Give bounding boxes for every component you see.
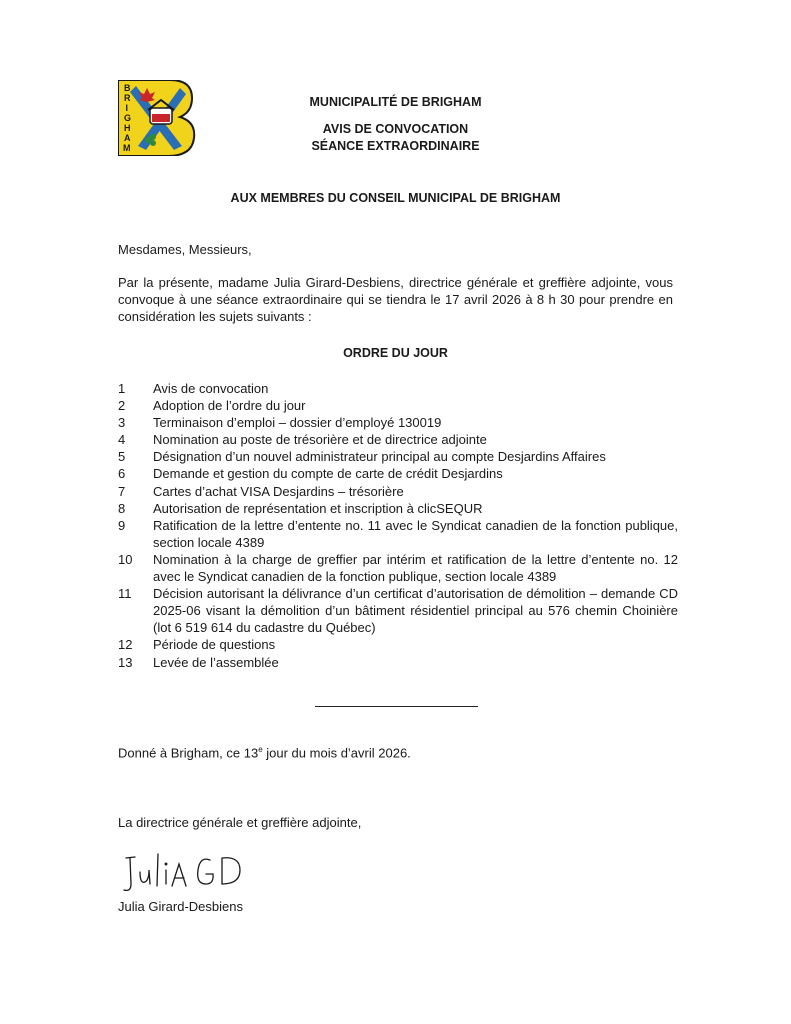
given-suffix: jour du mois d’avril 2026.	[262, 745, 411, 761]
agenda-item-text: Autorisation de représentation et inscription à clicSEQUR	[153, 500, 483, 516]
agenda-item-text: Période de questions	[153, 637, 276, 653]
agenda-item	[118, 414, 678, 431]
agenda-item-number: 5	[118, 449, 126, 465]
agenda-item	[118, 380, 678, 397]
svg-text:I: I	[125, 103, 129, 113]
svg-text:M: M	[123, 143, 131, 153]
agenda-item-text: Avis de convocation	[153, 381, 269, 396]
svg-text:G: G	[124, 113, 132, 123]
handwritten-signature	[118, 848, 258, 896]
agenda-item-number: 1	[118, 381, 126, 396]
agenda-item-number: 6	[118, 466, 126, 482]
session-type: SÉANCE EXTRAORDINAIRE	[311, 139, 480, 153]
agenda-item-number: 11	[118, 586, 132, 602]
separator-line	[315, 706, 478, 707]
agenda-item-number: 7	[118, 483, 126, 499]
given-prefix: Donné à Brigham, ce 13	[118, 745, 259, 761]
agenda-item-text: Nomination à la charge de greffier par intérim et ratification de la lettre d’entente no. 12 avec le Syndicat canadien de la fonction publique, section locale 4389	[153, 551, 678, 585]
agenda-item-number: 13	[118, 654, 133, 670]
municipality-name: MUNICIPALITÉ DE BRIGHAM	[309, 95, 482, 109]
agenda-item-number: 3	[118, 415, 126, 431]
svg-text:A: A	[124, 133, 131, 143]
agenda-item-number: 2	[118, 398, 126, 414]
agenda-item-number: 10	[118, 551, 133, 567]
agenda-item-number: 8	[118, 500, 126, 516]
agenda-item-number: 12	[118, 637, 133, 653]
agenda-item	[118, 483, 678, 500]
addressee-heading: AUX MEMBRES DU CONSEIL MUNICIPAL DE BRIGHAM	[230, 191, 561, 205]
svg-text:H: H	[124, 123, 131, 133]
agenda-item	[118, 636, 678, 653]
agenda-item-text: Décision autorisant la délivrance d’un certificat d’autorisation de démolition – demande CD 2025-06 visant la démolition d’un bâtiment résidentiel principal au 576 chemin Choinière (lot 6 519 614 du cadastre du Québec)	[153, 586, 678, 636]
agenda-item	[118, 517, 678, 551]
signatory-name: Julia Girard-Desbiens	[118, 899, 243, 914]
agenda-item-text: Cartes d’achat VISA Desjardins – trésorière	[153, 483, 404, 499]
given-superscript: e	[258, 745, 263, 754]
agenda-item-text: Ratification de la lettre d’entente no. 11 avec le Syndicat canadien de la fonction publique, section locale 4389	[153, 517, 678, 550]
agenda-item	[118, 551, 678, 585]
agenda-item	[118, 585, 678, 636]
salutation: Mesdames, Messieurs,	[118, 242, 252, 257]
agenda-item	[118, 465, 678, 482]
svg-text:R: R	[124, 93, 131, 103]
agenda-item	[118, 500, 678, 517]
agenda-item-number: 9	[118, 517, 126, 533]
agenda-item	[118, 397, 678, 414]
given-at	[118, 741, 411, 761]
agenda-item	[118, 448, 678, 465]
agenda-item-text: Nomination au poste de trésorière et de directrice adjointe	[153, 432, 487, 448]
notice-title: AVIS DE CONVOCATION	[322, 122, 469, 136]
closing-title: La directrice générale et greffière adjointe,	[118, 815, 362, 830]
agenda-item-number: 4	[118, 432, 126, 448]
agenda-list	[118, 380, 678, 671]
agenda-title: ORDRE DU JOUR	[343, 346, 448, 360]
intro-paragraph: Par la présente, madame Julia Girard-Desbiens, directrice générale et greffière adjointe, vous convoque à une séance extraordinaire qui se tiendra le 17 avril 2026 à 8 h 30 pour prendre en considération les sujets suivants :	[118, 275, 673, 324]
agenda-item-text: Demande et gestion du compte de carte de crédit Desjardins	[153, 466, 503, 482]
agenda-item	[118, 654, 678, 671]
svg-text:B: B	[124, 83, 131, 93]
agenda-item	[118, 431, 678, 448]
agenda-item-text: Terminaison d’emploi – dossier d’employé 130019	[153, 415, 442, 431]
agenda-item-text: Adoption de l’ordre du jour	[153, 398, 306, 414]
agenda-item-text: Désignation d’un nouvel administrateur principal au compte Desjardins Affaires	[153, 449, 606, 465]
agenda-item-text: Levée de l’assemblée	[153, 654, 279, 670]
